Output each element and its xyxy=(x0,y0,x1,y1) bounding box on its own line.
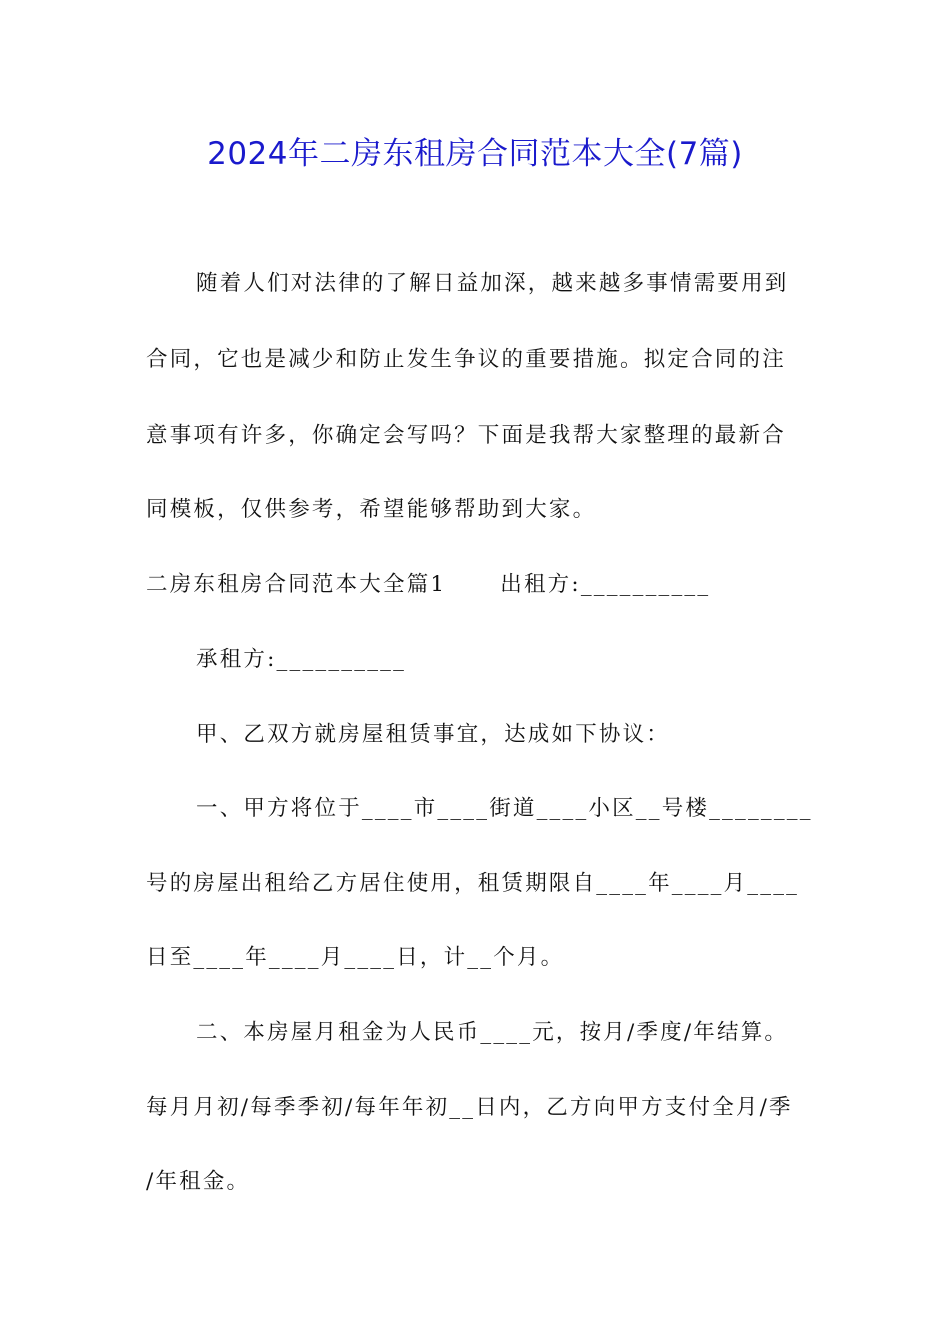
clause2-line-2: 每月月初/每季季初/每年年初__日内，乙方向甲方支付全月/季 xyxy=(146,1095,793,1120)
agreement-intro: 甲、乙双方就房屋租赁事宜，达成如下协议： xyxy=(196,722,671,747)
intro-line-2: 合同，它也是减少和防止发生争议的重要措施。拟定合同的注 xyxy=(146,347,786,372)
clause2-line-1: 二、本房屋月租金为人民币____元，按月/季度/年结算。 xyxy=(196,1020,789,1045)
clause2-line-3: /年租金。 xyxy=(146,1169,251,1194)
clause1-line-1: 一、甲方将位于____市____街道____小区__号楼________ xyxy=(196,796,813,821)
intro-line-4: 同模板，仅供参考，希望能够帮助到大家。 xyxy=(146,497,597,522)
clause1-line-3: 日至____年____月____日，计__个月。 xyxy=(146,945,565,970)
section-heading: 二房东租房合同范本大全篇1 xyxy=(146,572,447,597)
clause1-line-2: 号的房屋出租给乙方居住使用，租赁期限自____年____月____ xyxy=(146,871,800,896)
intro-line-1: 随着人们对法律的了解日益加深，越来越多事情需要用到 xyxy=(196,271,789,296)
intro-line-3: 意事项有许多，你确定会写吗？下面是我帮大家整理的最新合 xyxy=(146,423,786,448)
lessee-field: 承租方:__________ xyxy=(196,647,407,672)
section-heading-row xyxy=(146,565,710,605)
document-title: 2024年二房东租房合同范本大全(7篇) xyxy=(207,136,743,172)
lessor-field: 出租方:__________ xyxy=(500,572,711,597)
